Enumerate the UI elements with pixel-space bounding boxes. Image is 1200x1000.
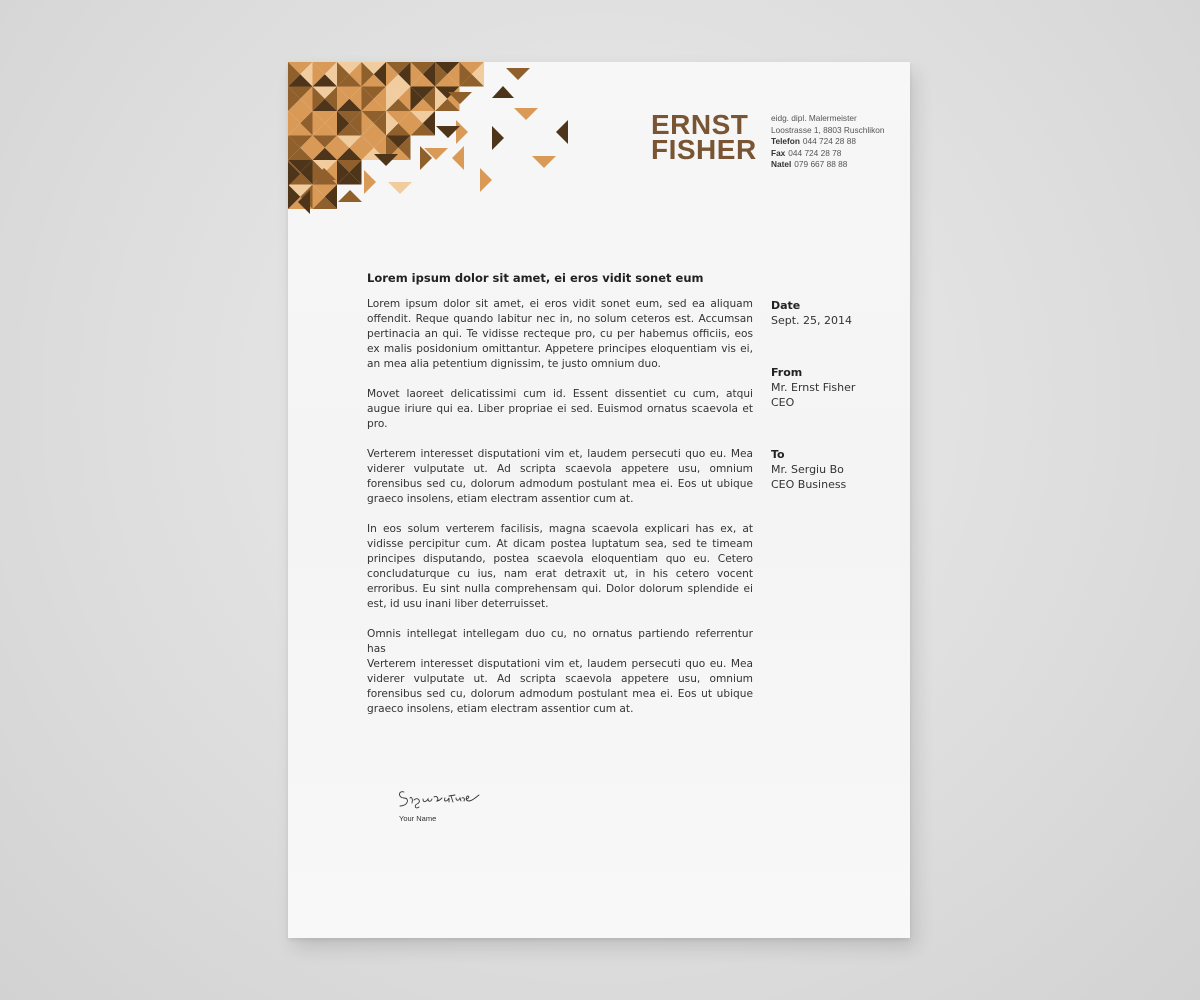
- to-name: Mr. Sergiu Bo: [771, 463, 844, 476]
- fax-value: 044 724 28 78: [788, 147, 842, 158]
- letter-body: [367, 297, 753, 732]
- contact-block: [771, 113, 884, 171]
- phone-label: Telefon: [771, 136, 800, 146]
- mosaic-triangle: [338, 190, 362, 202]
- contact-fax-row: [771, 148, 884, 160]
- contact-title: eidg. dipl. Malermeister: [771, 113, 857, 123]
- paragraph: Verterem interesset disputationi vim et, laudem persecuti quo eu. Mea viderer vulputate ut. Ad scripta scaevola appetere usu, omnium forensibus sed cu, dolorum admodum postulant mea ei. Eos ut ubique graeco insolens, etiam electram assentior cum at.: [367, 658, 753, 715]
- brand-name-line1: ERNST: [651, 109, 749, 140]
- mosaic-triangle: [364, 170, 376, 194]
- contact-address: Loostrasse 1, 8803 Ruschlikon: [771, 124, 885, 135]
- letterhead-page: [288, 62, 910, 938]
- paragraph: Verterem interesset disputationi vim et, laudem persecuti quo eu. Mea viderer vulputate ut. Ad scripta scaevola appetere usu, omnium forensibus sed cu, dolorum admodum postulant mea ei. Eos ut ubique graeco insolens, etiam electram assentior cum at.: [367, 448, 753, 505]
- contact-phone-row: [771, 136, 884, 148]
- mosaic-triangle: [556, 120, 568, 144]
- signature-block: [396, 784, 496, 823]
- paragraph: Lorem ipsum dolor sit amet, ei eros vidit sonet eum, sed ea aliquam offendit. Reque quando labitur nec in, no solum ceteros est. Accumsan pertinacia an qui. Te vidisse recteque pro, cu per habemus officiis, eos ex malis posidonium omittantur. Appetere principes eloquentiam vis ei, an mea alia petentium dignissim, te justo omnium duo.: [367, 298, 753, 370]
- mobile-value: 079 667 88 88: [794, 159, 848, 169]
- letter-subject: Lorem ipsum dolor sit amet, ei eros vidit sonet eum: [367, 271, 704, 285]
- brand-name-line2: FISHER: [651, 134, 757, 165]
- signature-name: Your Name: [399, 814, 437, 823]
- from-label: From: [771, 366, 803, 379]
- paragraph: Omnis intellegat intellegam duo cu, no ornatus partiendo referrentur has: [367, 628, 753, 655]
- from-title: CEO: [771, 396, 795, 409]
- date-label: Date: [771, 299, 801, 312]
- brand-logo: [651, 109, 757, 165]
- paragraph: In eos solum verterem facilisis, magna scaevola explicari has ex, at vidisse percipitur cum. At dicam postea luptatum sea, sed te timeam principes disputando, postea scaevola eloquentiam quo eu. Cetero concludaturque cu ius, nam erat detraxit ut, in his cetero vocent erroribus. Eu sint nulla comprehensam qui. Dolor dolorum splendide ei est, id usu inani liber deterruisset.: [367, 523, 753, 610]
- signature-scribble: [396, 784, 496, 814]
- mosaic-triangle: [452, 146, 464, 170]
- mosaic-triangle: [492, 126, 504, 150]
- mosaic-triangle: [456, 120, 468, 144]
- triangle-mosaic-graphic: [288, 62, 588, 222]
- mosaic-triangle: [506, 68, 530, 80]
- from-block: [771, 365, 891, 410]
- mosaic-triangle: [388, 182, 412, 194]
- phone-value: 044 724 28 88: [802, 136, 856, 146]
- date-value: Sept. 25, 2014: [771, 314, 853, 327]
- mosaic-triangle: [532, 156, 556, 168]
- to-block: [771, 447, 891, 492]
- mosaic-triangle: [514, 108, 538, 120]
- contact-mobile-row: [771, 159, 884, 171]
- mosaic-triangle: [492, 86, 514, 98]
- mobile-label: Natel: [771, 159, 792, 169]
- paragraph: Movet laoreet delicatissimi cum id. Essent dissentiet cu cum, atqui augue iriure qui ea. Liber propriae ei sed. Euismod ornatus scaevola et pro.: [367, 388, 753, 430]
- to-title: CEO Business: [771, 478, 847, 491]
- to-label: To: [771, 448, 785, 461]
- from-name: Mr. Ernst Fisher: [771, 381, 856, 394]
- fax-label: Fax: [771, 147, 786, 158]
- mosaic-triangle: [480, 168, 492, 192]
- date-block: [771, 298, 891, 328]
